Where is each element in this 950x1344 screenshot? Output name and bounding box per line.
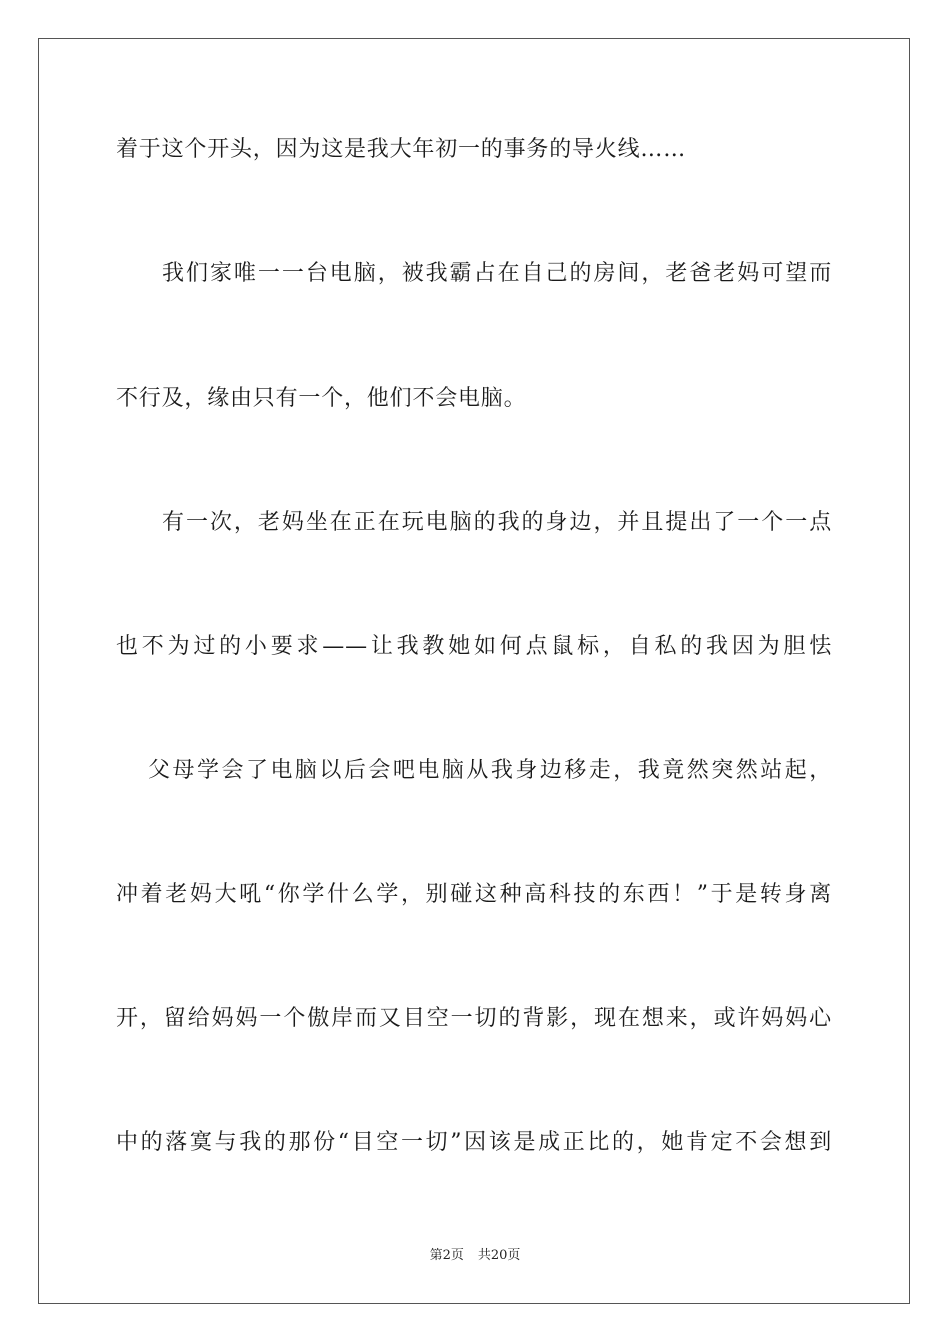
text-line-8: 开，留给妈妈一个傲岸而又目空一切的背影，现在想来，或许妈妈心 (116, 1006, 832, 1031)
page-border (38, 38, 910, 1304)
text-line-1: 着于这个开头，因为这是我大年初一的事务的导火线…… (116, 137, 687, 162)
page-number-total: 共20页 (477, 1248, 521, 1263)
text-line-9: 中的落寞与我的那份“目空一切”因该是成正比的，她肯定不会想到 (116, 1130, 832, 1155)
text-line-7: 冲着老妈大吼“你学什么学，别碰这种高科技的东西！”于是转身离 (116, 882, 832, 907)
text-line-4: 有一次，老妈坐在正在玩电脑的我的身边，并且提出了一个一点 (162, 510, 832, 535)
text-line-2: 我们家唯一一台电脑，被我霸占在自己的房间，老爸老妈可望而 (162, 261, 832, 286)
text-line-5: 也不为过的小要求——让我教她如何点鼠标，自私的我因为胆怯 (116, 634, 832, 659)
page-number-current: 第2页 (429, 1248, 464, 1263)
text-line-6: 父母学会了电脑以后会吧电脑从我身边移走，我竟然突然站起， (148, 758, 832, 783)
page-footer (0, 1247, 950, 1265)
text-line-3: 不行及，缘由只有一个，他们不会电脑。 (116, 386, 527, 411)
